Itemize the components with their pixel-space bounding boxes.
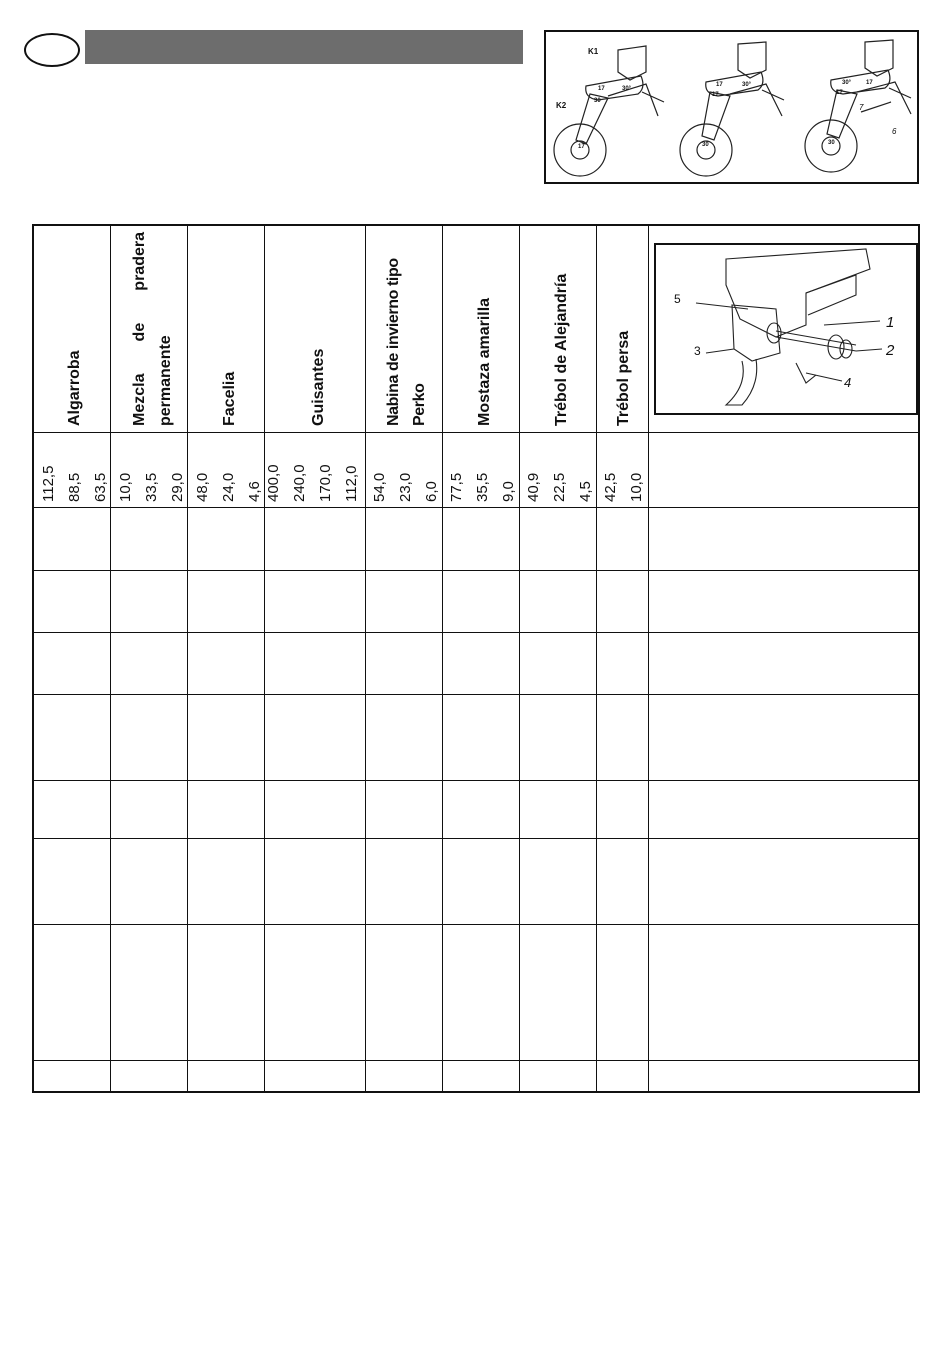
values-trebol-alejandria	[521, 444, 599, 502]
value-cell: 54,0	[371, 472, 388, 502]
column-header-trebol-alejandria: Trébol de Alejandría	[553, 273, 570, 426]
value-cell: 4,5	[577, 481, 594, 502]
value-cell: 48,0	[194, 472, 211, 502]
pos-label-k: 17	[836, 90, 843, 96]
pos-label-i: 30°	[842, 80, 852, 86]
column-header-facelia: Facelia	[221, 371, 238, 426]
value-cell: 88,5	[66, 472, 83, 502]
values-mezcla-pradera	[113, 444, 191, 502]
value-cell: 170,0	[317, 464, 334, 502]
value-cell: 40,9	[525, 472, 542, 502]
section-badge	[24, 33, 80, 67]
detail-label-2: 2	[886, 342, 895, 359]
column-header-trebol-persa: Trébol persa	[615, 330, 632, 426]
value-cell: 10,0	[117, 472, 134, 502]
pos-label-e: 17	[716, 82, 723, 88]
seeder-variant-2	[680, 42, 784, 176]
detail-label-3: 3	[694, 344, 701, 358]
detail-label-5: 5	[674, 292, 681, 306]
column-header-nabina-invierno: Nabina de invierno tipo Perko	[385, 258, 428, 426]
pos-label-d: 17	[578, 144, 585, 150]
value-cell: 23,0	[397, 472, 414, 502]
value-cell: 10,0	[628, 472, 645, 502]
value-cell: 63,5	[92, 472, 109, 502]
column-header-guisantes: Guisantes	[310, 348, 327, 426]
section-title-bar	[85, 30, 523, 64]
seeder-variant-3	[805, 40, 911, 172]
values-trebol-persa	[598, 444, 650, 502]
values-facelia	[190, 444, 268, 502]
label-k2: K2	[556, 101, 567, 110]
pos-label-h: 30	[702, 142, 709, 148]
value-cell: 22,5	[551, 472, 568, 502]
metering-unit-detail-figure	[654, 243, 918, 415]
pos-label-g: 17	[712, 92, 719, 98]
values-algarroba	[36, 444, 114, 502]
label-part-6: 6	[892, 127, 897, 136]
value-cell: 33,5	[143, 472, 160, 502]
pos-label-j: 17	[866, 80, 873, 86]
value-cell: 9,0	[500, 481, 517, 502]
pos-label-f: 30°	[742, 82, 752, 88]
metering-unit-diagram	[656, 245, 916, 413]
value-cell: 29,0	[169, 472, 186, 502]
values-guisantes	[261, 444, 365, 502]
pos-label-a: 17	[598, 86, 605, 92]
value-cell: 42,5	[602, 472, 619, 502]
pos-label-l: 30	[828, 140, 835, 146]
column-header-algarroba: Algarroba	[66, 350, 83, 426]
seeder-variant-1	[554, 46, 664, 176]
column-header-mostaza-amarilla: Mostaza amarilla	[476, 297, 493, 426]
values-nabina-invierno	[367, 444, 445, 502]
label-part-7: 7	[859, 103, 864, 112]
value-cell: 77,5	[448, 472, 465, 502]
seeder-adjustment-figure	[544, 30, 919, 184]
detail-label-4: 4	[844, 375, 852, 390]
values-mostaza-amarilla	[444, 444, 522, 502]
value-cell: 4,6	[246, 481, 263, 502]
value-cell: 35,5	[474, 472, 491, 502]
value-cell: 240,0	[291, 464, 308, 502]
column-header-mezcla-pradera: Mezcla de pradera permanente	[131, 232, 174, 426]
detail-label-1: 1	[886, 314, 895, 331]
value-cell: 400,0	[265, 464, 282, 502]
value-cell: 112,0	[343, 465, 360, 502]
label-k1: K1	[588, 47, 599, 56]
seeder-diagram	[546, 32, 917, 182]
value-cell: 24,0	[220, 472, 237, 502]
pos-label-b: 30	[594, 98, 601, 104]
value-cell: 6,0	[423, 481, 440, 502]
seed-rate-table	[32, 224, 920, 1093]
value-cell: 112,5	[40, 465, 57, 502]
pos-label-c: 30°	[622, 86, 632, 92]
